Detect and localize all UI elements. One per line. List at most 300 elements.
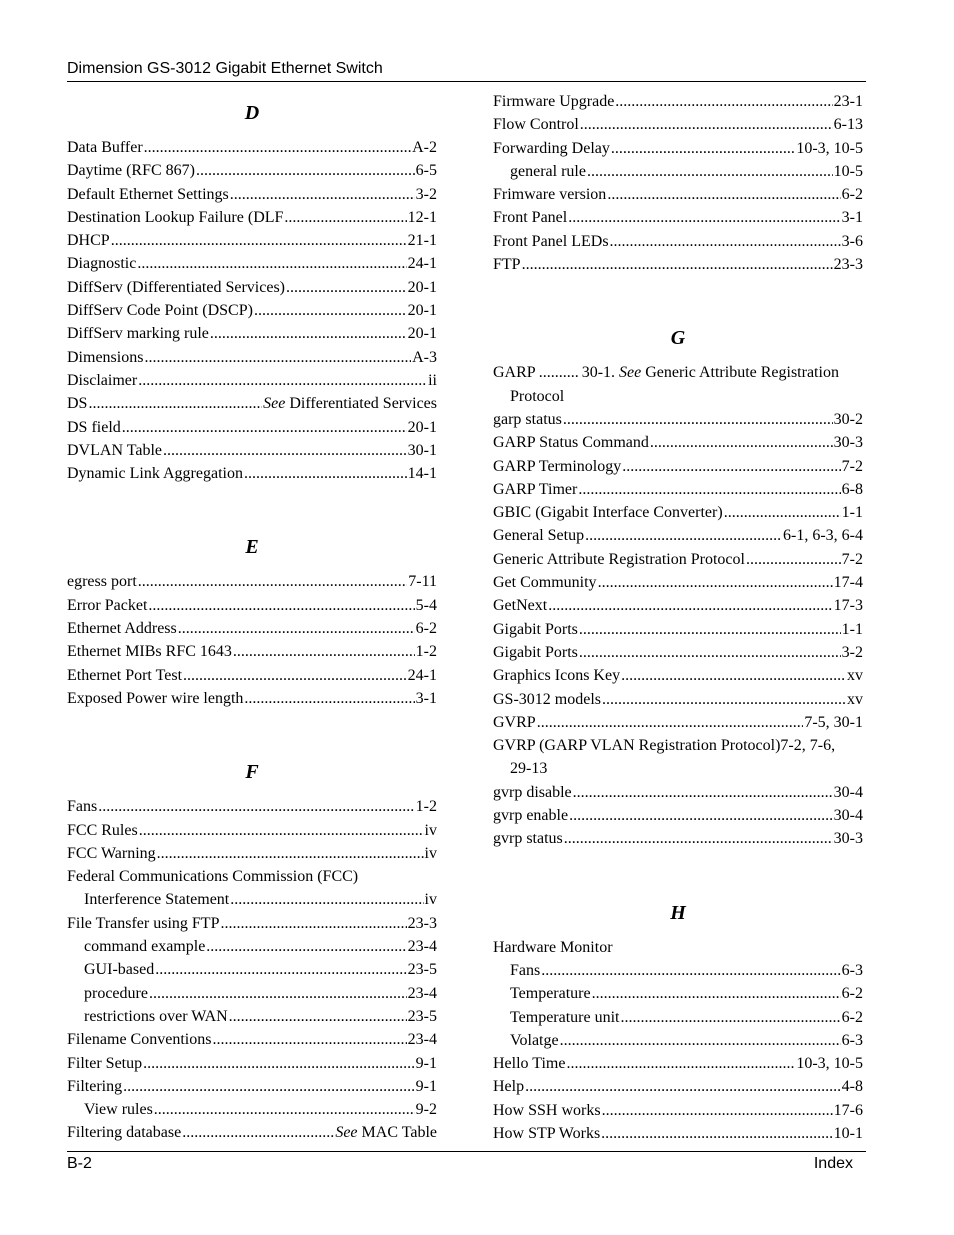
index-term: Interference Statement [84, 891, 230, 909]
leader-dots [724, 501, 841, 524]
index-term: DiffServ marking rule [67, 325, 209, 343]
page-reference: 20-1 [407, 278, 437, 296]
page-reference: xv [847, 690, 863, 708]
leader-dots [183, 664, 407, 687]
page-reference: 10-3, 10-5 [796, 1055, 863, 1073]
index-entry-wrapped [493, 361, 863, 384]
leader-dots [210, 322, 407, 345]
leader-dots [564, 827, 833, 850]
leader-dots [587, 160, 833, 183]
index-term: Federal Communications Commission (FCC) [67, 868, 359, 886]
index-term: gvrp disable [493, 783, 572, 801]
leader-dots: .......... [538, 364, 579, 382]
leader-dots [144, 346, 411, 369]
index-entry [67, 819, 437, 842]
page-reference: iv [424, 821, 437, 839]
index-entry [67, 392, 437, 415]
page-reference: 6-2 [841, 186, 863, 204]
index-entry [67, 416, 437, 439]
index-entry [67, 617, 437, 640]
index-term: DS [67, 395, 88, 413]
leader-dots [621, 664, 846, 687]
index-term: Generic Attribute Registration Protocol [493, 550, 745, 568]
index-term: Flow Control [493, 116, 579, 134]
index-entry [493, 183, 863, 206]
page-reference: MAC Table [361, 1124, 437, 1142]
leader-dots [592, 982, 841, 1005]
page-reference: 30-2 [833, 410, 863, 428]
leader-dots [230, 183, 415, 206]
leader-dots [566, 1052, 795, 1075]
leader-dots [212, 1028, 406, 1051]
leader-dots [149, 982, 407, 1005]
index-term: Destination Lookup Failure (DLF [67, 208, 284, 226]
leader-dots [602, 688, 846, 711]
leader-dots [155, 958, 406, 981]
index-entry [493, 711, 863, 734]
leader-dots [650, 431, 833, 454]
index-entry [67, 322, 437, 345]
index-entry [67, 594, 437, 617]
page-reference: ii [428, 371, 437, 389]
index-entry [67, 865, 437, 888]
page-reference: A-3 [412, 348, 437, 366]
leader-dots [144, 136, 411, 159]
page-reference: 1-2 [415, 798, 437, 816]
index-subentry [67, 958, 437, 981]
leader-dots [233, 640, 415, 663]
index-subentry [67, 1005, 437, 1028]
page-reference: 30-3 [833, 434, 863, 452]
index-term: DiffServ Code Point (DSCP) [67, 302, 253, 320]
page-reference: 10-1 [833, 1124, 863, 1142]
index-entry [493, 664, 863, 687]
index-term: Disclaimer [67, 371, 138, 389]
index-term: command example [84, 938, 206, 956]
index-term: GBIC (Gigabit Interface Converter) [493, 504, 723, 522]
index-term: GARP Status Command [493, 434, 649, 452]
page-reference: 7-2 [841, 457, 863, 475]
index-term: Ethernet MIBs RFC 1643 [67, 643, 232, 661]
page-reference: 7-2 [841, 550, 863, 568]
page-reference: 6-3 [841, 1031, 863, 1049]
index-term: Fans [510, 961, 541, 979]
section-gap [67, 485, 437, 524]
index-term: Volatge [510, 1031, 559, 1049]
leader-dots [244, 462, 407, 485]
index-subentry [493, 982, 863, 1005]
leader-dots [122, 416, 407, 439]
page-reference: 23-4 [407, 1031, 437, 1049]
leader-dots [196, 159, 415, 182]
page-reference: 20-1 [407, 302, 437, 320]
page-reference: 24-1 [407, 255, 437, 273]
index-term: Hardware Monitor [493, 938, 613, 956]
see-reference: See [263, 395, 286, 413]
index-term: Diagnostic [67, 255, 137, 273]
leader-dots [244, 687, 414, 710]
index-term: Exposed Power wire length [67, 689, 244, 707]
page-reference: 23-3 [833, 256, 863, 274]
page-reference: 9-1 [415, 1054, 437, 1072]
index-subentry [67, 935, 437, 958]
page-reference: 23-5 [407, 1007, 437, 1025]
page-reference: 1-2 [415, 643, 437, 661]
index-entry [493, 781, 863, 804]
index-column-left [67, 90, 437, 1145]
index-subentry [493, 959, 863, 982]
leader-dots [286, 276, 407, 299]
section-letter: D [244, 102, 260, 124]
index-entry [67, 136, 437, 159]
index-term: Graphics Icons Key [493, 667, 621, 685]
page-reference: 6-3 [841, 961, 863, 979]
leader-dots [580, 113, 833, 136]
index-term: How SSH works [493, 1101, 601, 1119]
page-reference: 30-3 [833, 830, 863, 848]
page-reference: 6-13 [833, 116, 863, 134]
index-term: Gigabit Ports [493, 643, 578, 661]
index-term: Filename Conventions [67, 1031, 212, 1049]
page-reference: 1-1 [841, 620, 863, 638]
page-reference: 30-4 [833, 783, 863, 801]
page-reference: 6-1, 6-3, 6-4 [783, 527, 863, 545]
index-entry [67, 1052, 437, 1075]
index-term: DS field [67, 418, 121, 436]
index-entry [493, 478, 863, 501]
page-reference: xv [847, 667, 863, 685]
index-entry [493, 936, 863, 959]
leader-dots [622, 455, 840, 478]
index-term: Temperature [510, 985, 591, 1003]
see-reference: See [619, 364, 642, 382]
page-reference: 9-2 [415, 1101, 437, 1119]
index-term: Filtering [67, 1077, 123, 1095]
page-reference: 6-8 [841, 480, 863, 498]
index-entry [493, 524, 863, 547]
leader-dots [154, 1098, 415, 1121]
index-entry [67, 159, 437, 182]
index-entry [493, 113, 863, 136]
index-entry [493, 571, 863, 594]
leader-dots [157, 842, 424, 865]
index-term: Gigabit Ports [493, 620, 578, 638]
page-reference: iv [424, 891, 437, 909]
section-gap [493, 276, 863, 315]
page-reference: 14-1 [407, 465, 437, 483]
leader-dots [206, 935, 406, 958]
index-term: Help [493, 1078, 525, 1096]
index-term: Filter Setup [67, 1054, 143, 1072]
leader-dots [578, 478, 840, 501]
index-term: View rules [84, 1101, 153, 1119]
index-term: Forwarding Delay [493, 139, 610, 157]
leader-dots [746, 548, 841, 571]
index-entry [67, 664, 437, 687]
index-term: Dimensions [67, 348, 144, 366]
index-entry-wrapped: GVRP (GARP VLAN Registration Protocol)7-2, 7-6, [493, 737, 836, 755]
leader-dots [182, 1121, 334, 1144]
page-number: B-2 [67, 1155, 92, 1172]
index-entry [493, 804, 863, 827]
index-term: Frimware version [493, 186, 607, 204]
leader-dots [139, 819, 424, 842]
page-reference: 17-6 [833, 1101, 863, 1119]
index-term: FCC Warning [67, 844, 156, 862]
section-letter: F [245, 761, 259, 784]
page-reference: Differentiated Services [289, 395, 437, 413]
index-entry [493, 206, 863, 229]
page-reference: 17-4 [833, 574, 863, 592]
index-entry [67, 346, 437, 369]
page-reference: 23-4 [407, 984, 437, 1002]
page-reference: 30-4 [833, 807, 863, 825]
page-reference: 23-3 [407, 914, 437, 932]
index-term: Generic Attribute Registration [645, 364, 839, 382]
index-entry-continuation: Protocol [510, 387, 565, 405]
leader-dots [220, 912, 406, 935]
index-term: garp status [493, 410, 562, 428]
index-entry-continuation: 29-13 [510, 760, 548, 778]
leader-dots [98, 795, 414, 818]
index-entry [67, 1121, 437, 1144]
page-reference: 21-1 [407, 232, 437, 250]
page-reference: 23-5 [407, 961, 437, 979]
leader-dots [615, 90, 832, 113]
leader-dots [607, 183, 840, 206]
leader-dots [541, 959, 840, 982]
index-entry [67, 206, 437, 229]
page-reference: 6-2 [841, 985, 863, 1003]
index-entry [67, 229, 437, 252]
page-reference: iv [424, 844, 437, 862]
page-reference: 10-3, 10-5 [796, 139, 863, 157]
leader-dots [548, 594, 832, 617]
leader-dots [602, 1099, 833, 1122]
section-name: Index [813, 1155, 853, 1172]
section-gap [493, 851, 863, 890]
index-entry [493, 253, 863, 276]
index-term: GVRP [493, 713, 536, 731]
index-entry [67, 299, 437, 322]
index-term: GARP [493, 364, 536, 382]
index-term: GS-3012 models [493, 690, 601, 708]
index-term: DiffServ (Differentiated Services) [67, 278, 285, 296]
leader-dots [573, 781, 833, 804]
index-entry [67, 462, 437, 485]
leader-dots [568, 206, 840, 229]
page-reference: 17-3 [833, 597, 863, 615]
leader-dots [585, 524, 782, 547]
index-entry [67, 687, 437, 710]
index-entry [493, 688, 863, 711]
index-entry [67, 912, 437, 935]
index-entry [67, 795, 437, 818]
page-reference: 1-1 [841, 504, 863, 522]
index-entry [493, 230, 863, 253]
leader-dots [525, 1075, 841, 1098]
page-reference: 20-1 [407, 418, 437, 436]
index-entry [67, 1075, 437, 1098]
page-reference: 6-2 [415, 620, 437, 638]
index-entry [493, 137, 863, 160]
index-entry [67, 276, 437, 299]
leader-dots [610, 230, 841, 253]
index-entry [493, 594, 863, 617]
page-reference: 5-4 [415, 596, 437, 614]
page-reference: 7-5, 30-1 [804, 713, 863, 731]
page-reference: 9-1 [415, 1077, 437, 1095]
leader-dots [560, 1029, 841, 1052]
index-subentry [67, 1098, 437, 1121]
index-term: Data Buffer [67, 139, 143, 156]
leader-dots [88, 392, 262, 415]
leader-dots [611, 137, 795, 160]
index-subentry [493, 1006, 863, 1029]
index-entry [493, 501, 863, 524]
index-term: Default Ethernet Settings [67, 185, 229, 203]
page-reference: 30-1 [407, 441, 437, 459]
index-term: Fans [67, 798, 98, 816]
leader-dots [522, 253, 833, 276]
index-term: general rule [510, 162, 586, 180]
page-reference: 6-2 [841, 1008, 863, 1026]
page-reference: 20-1 [407, 325, 437, 343]
index-entry [493, 90, 863, 113]
leader-dots [123, 1075, 415, 1098]
page-reference: 24-1 [407, 666, 437, 684]
index-entry [493, 1075, 863, 1098]
index-term: Get Community [493, 574, 597, 592]
page-reference: 30-1. [581, 364, 616, 382]
index-term: GUI-based [84, 961, 155, 979]
index-subentry [67, 982, 437, 1005]
page-reference: 12-1 [407, 208, 437, 226]
index-term: Ethernet Port Test [67, 666, 183, 684]
index-entry [493, 618, 863, 641]
index-term: Error Packet [67, 596, 148, 614]
index-term: FCC Rules [67, 821, 138, 839]
page-reference: 10-5 [833, 162, 863, 180]
leader-dots [230, 888, 423, 911]
index-term: Front Panel LEDs [493, 232, 609, 250]
leader-dots [143, 1052, 415, 1075]
leader-dots [138, 570, 408, 593]
leader-dots [621, 1006, 841, 1029]
index-entry [67, 570, 437, 593]
page-reference: 23-1 [833, 93, 863, 110]
index-term: gvrp status [493, 830, 563, 848]
index-entry [67, 369, 437, 392]
index-term: gvrp enable [493, 807, 569, 825]
index-subentry [67, 888, 437, 911]
index-term: procedure [84, 984, 148, 1002]
index-entry [67, 640, 437, 663]
index-entry [493, 1099, 863, 1122]
index-entry [493, 1052, 863, 1075]
index-term: Hello Time [493, 1055, 566, 1073]
index-term: DHCP [67, 232, 110, 250]
index-entry [493, 455, 863, 478]
index-term: GARP Timer [493, 480, 578, 498]
page-reference: 3-6 [841, 232, 863, 250]
leader-dots [579, 618, 841, 641]
index-entry [493, 431, 863, 454]
index-entry [67, 183, 437, 206]
index-entry [493, 1122, 863, 1145]
page-reference: A-2 [412, 139, 437, 156]
section-letter: H [670, 901, 686, 924]
page-reference: 3-1 [415, 689, 437, 707]
leader-dots [563, 408, 833, 431]
section-letter: G [670, 327, 686, 350]
index-term: Front Panel [493, 209, 568, 227]
index-entry [493, 408, 863, 431]
index-term: Temperature unit [510, 1008, 620, 1026]
index-term: GARP Terminology [493, 457, 622, 475]
index-term: Firmware Upgrade [493, 93, 615, 110]
index-term: Ethernet Address [67, 620, 177, 638]
index-column-right [493, 90, 863, 1145]
page-reference: 3-1 [841, 209, 863, 227]
index-term: FTP [493, 256, 521, 274]
page-reference: 3-2 [841, 643, 863, 661]
index-term: General Setup [493, 527, 585, 545]
index-entry [67, 1028, 437, 1051]
leader-dots [569, 804, 833, 827]
running-header: Dimension GS-3012 Gigabit Ethernet Switch [67, 60, 866, 82]
index-term: Filtering database [67, 1124, 182, 1142]
page-reference: 4-8 [841, 1078, 863, 1096]
leader-dots [178, 617, 415, 640]
footer-divider [67, 1151, 866, 1152]
leader-dots [111, 229, 407, 252]
section-gap [67, 710, 437, 749]
index-entry [493, 641, 863, 664]
see-reference: See [335, 1124, 358, 1142]
index-term: Daytime (RFC 867) [67, 162, 195, 180]
index-subentry [493, 160, 863, 183]
page-reference: 6-5 [415, 162, 437, 180]
leader-dots [254, 299, 407, 322]
leader-dots [138, 369, 427, 392]
leader-dots [137, 252, 406, 275]
leader-dots [284, 206, 406, 229]
section-letter: E [245, 536, 259, 559]
index-term: restrictions over WAN [84, 1007, 228, 1025]
index-entry [493, 548, 863, 571]
index-term: GetNext [493, 597, 548, 615]
page-reference: 7-11 [408, 573, 437, 591]
index-entry [67, 439, 437, 462]
leader-dots [229, 1005, 407, 1028]
index-term: DVLAN Table [67, 441, 163, 459]
index-term: Dynamic Link Aggregation [67, 465, 243, 483]
leader-dots [601, 1122, 833, 1145]
leader-dots [598, 571, 833, 594]
index-entry [493, 827, 863, 850]
index-term: egress port [67, 573, 137, 591]
leader-dots [579, 641, 841, 664]
index-term: File Transfer using FTP [67, 914, 220, 932]
index-entry [67, 252, 437, 275]
index-entry [67, 842, 437, 865]
index-term: How STP Works [493, 1124, 601, 1142]
index-subentry [493, 1029, 863, 1052]
leader-dots [163, 439, 407, 462]
leader-dots [537, 711, 804, 734]
leader-dots [148, 594, 414, 617]
